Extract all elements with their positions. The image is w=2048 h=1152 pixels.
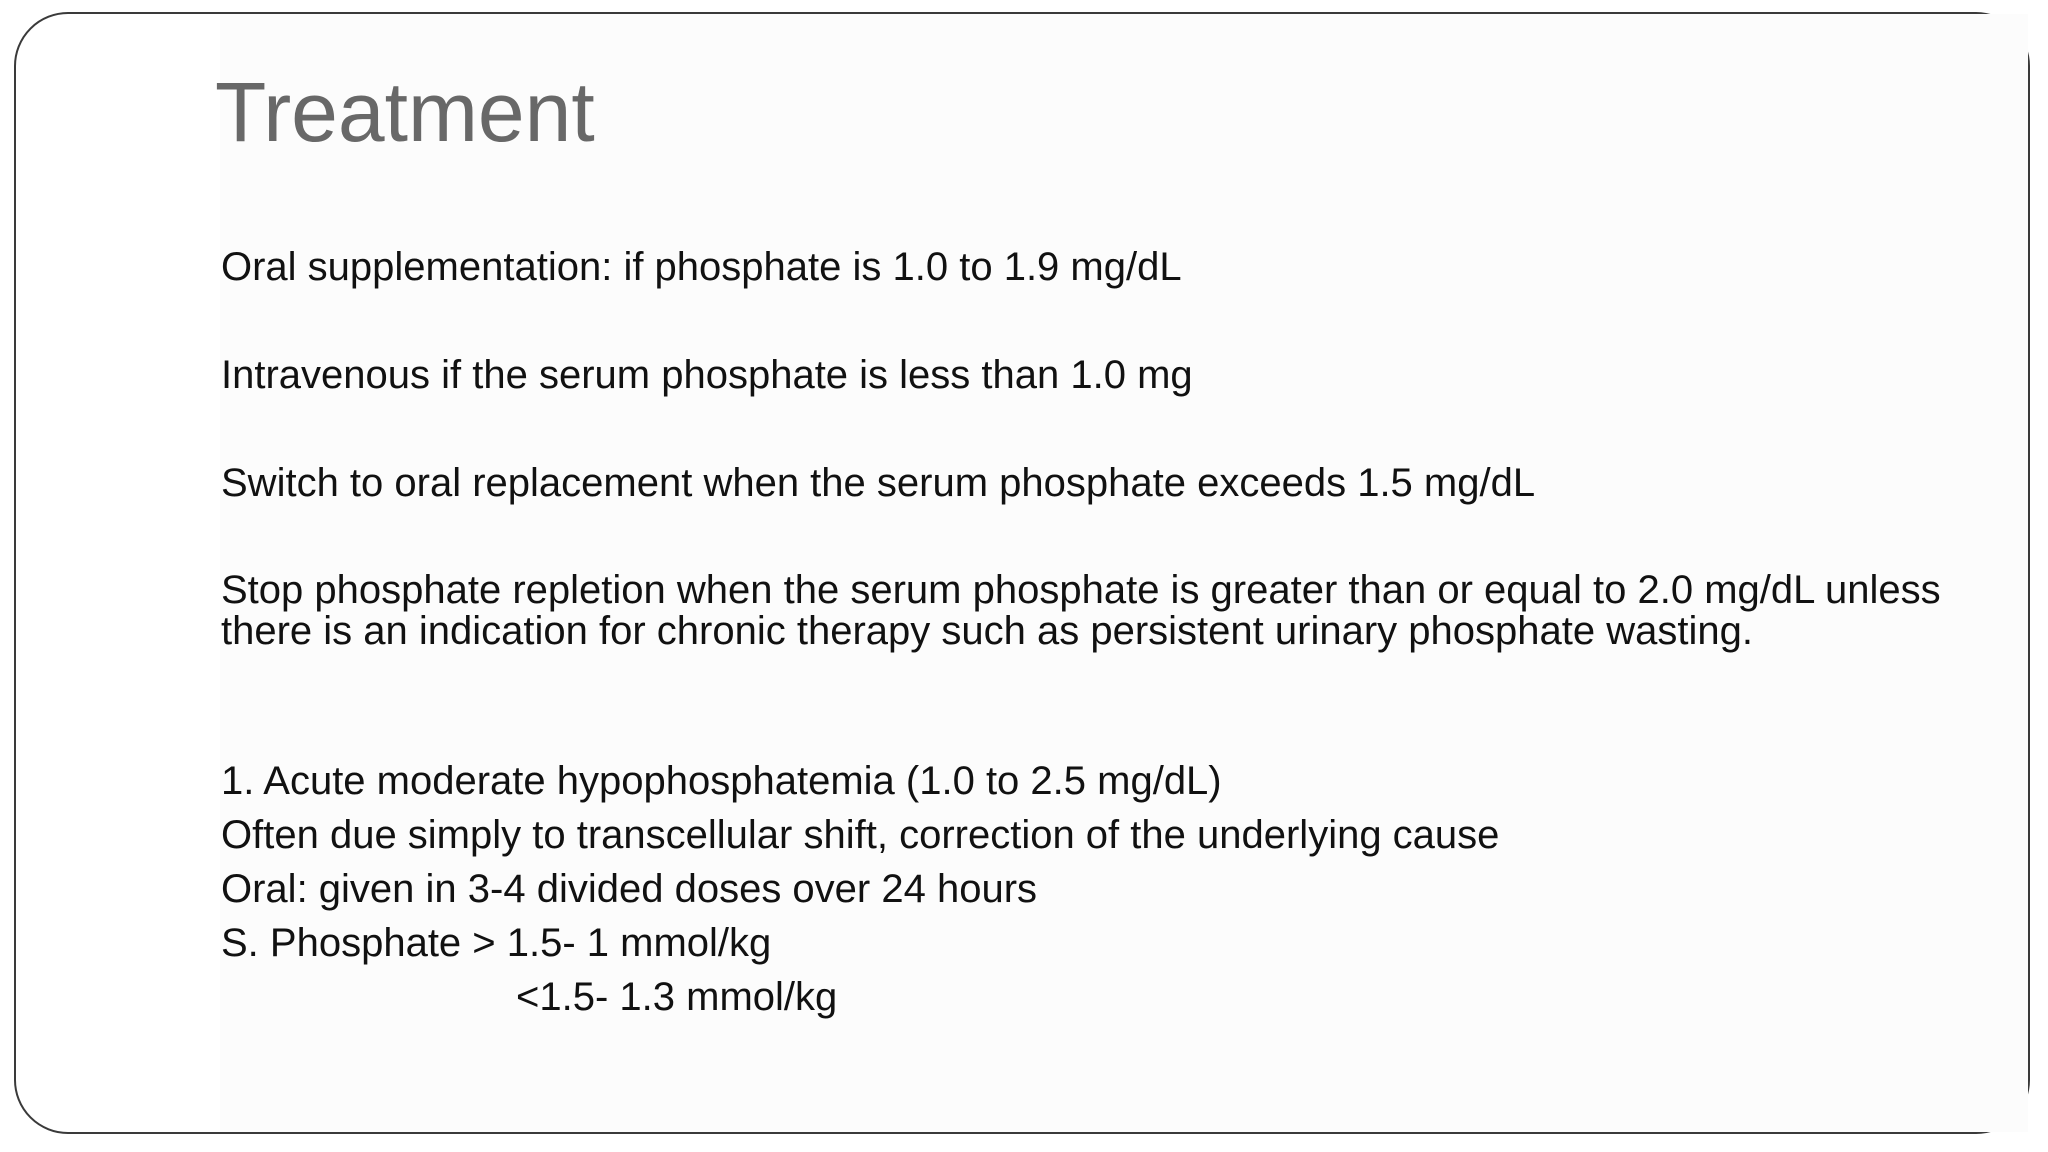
slide-title: Treatment [215,65,595,159]
detail-oral-doses: Oral: given in 3-4 divided doses over 24 hours [221,867,1038,911]
paragraph-oral-supplementation: Oral supplementation: if phosphate is 1.0 to 1.9 mg/dL [221,245,1182,289]
detail-phosphate-low: <1.5- 1.3 mmol/kg [516,975,838,1019]
detail-phosphate-high: S. Phosphate > 1.5- 1 mmol/kg [221,921,772,965]
detail-transcellular-shift: Often due simply to transcellular shift, correction of the underlying cause [221,813,1500,857]
detail-acute-moderate: 1. Acute moderate hypophosphatemia (1.0 to 2.5 mg/dL) [221,759,1222,803]
paragraph-intravenous: Intravenous if the serum phosphate is less than 1.0 mg [221,353,1193,397]
paragraph-switch-to-oral: Switch to oral replacement when the serum phosphate exceeds 1.5 mg/dL [221,461,1536,505]
paragraph-stop-repletion: Stop phosphate repletion when the serum phosphate is greater than or equal to 2.0 mg/dL unless there is an indication for chronic therapy such as persistent urinary phosphate wasting. [221,568,1941,653]
